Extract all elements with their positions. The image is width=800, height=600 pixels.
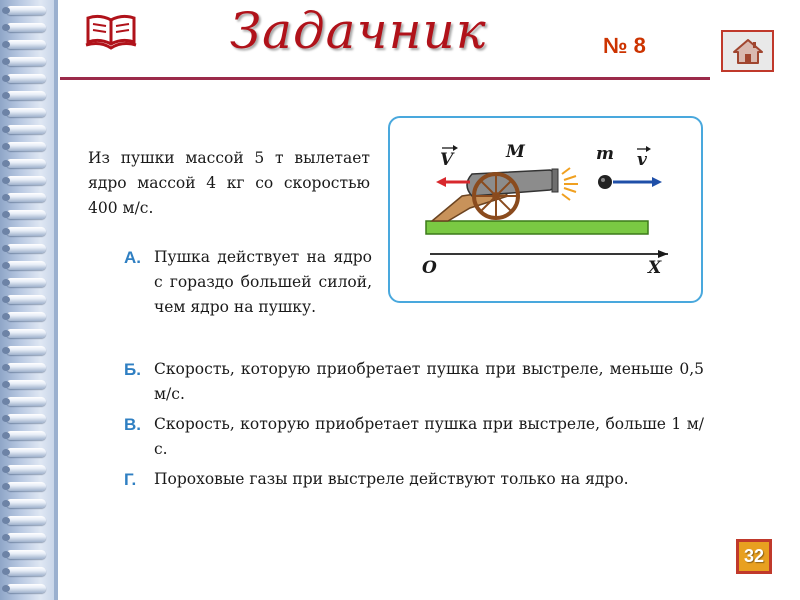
binding-ring (6, 312, 46, 321)
book-icon (84, 12, 138, 52)
binding-ring (6, 584, 46, 593)
binding-ring (6, 295, 46, 304)
cannon-wheel (474, 174, 518, 218)
ball-mass-label: m (596, 144, 614, 164)
option-letter: Г. (124, 470, 137, 489)
binding-ring (6, 23, 46, 32)
binding-ring (6, 431, 46, 440)
ground-platform (426, 221, 648, 234)
binding-ring (6, 499, 46, 508)
home-icon (732, 37, 764, 65)
option-letter: А. (124, 248, 141, 267)
binding-ring (6, 40, 46, 49)
binding-ring (6, 380, 46, 389)
binding-ring (6, 346, 46, 355)
binding-ring (6, 227, 46, 236)
binding-ring (6, 159, 46, 168)
cannon-muzzle (552, 169, 558, 192)
binding-ring (6, 91, 46, 100)
cannon-mass-label: M (506, 142, 525, 162)
option-a[interactable] (124, 245, 372, 320)
option-letter: В. (124, 415, 141, 434)
option-text: Пороховые газы при выстреле действуют только на ядро. (154, 470, 629, 488)
binding-ring (6, 397, 46, 406)
binding-ring (6, 261, 46, 270)
option-b[interactable] (124, 357, 704, 407)
cannon-velocity-label: V (440, 150, 454, 170)
page-number-badge[interactable]: 32 (736, 539, 772, 574)
binding-ring (6, 193, 46, 202)
binding-ring (6, 108, 46, 117)
origin-label: O (422, 258, 437, 278)
binding-ring (6, 244, 46, 253)
binding-ring (6, 482, 46, 491)
ball-velocity-label: v (637, 150, 647, 170)
binding-ring (6, 210, 46, 219)
option-text: Скорость, которую приобретает пушка при выстреле, меньше 0,5 м/с. (154, 360, 704, 403)
binding-ring (6, 363, 46, 372)
header-divider (60, 77, 710, 80)
binding-ring (6, 567, 46, 576)
binding-ring (6, 448, 46, 457)
binding-ring (6, 74, 46, 83)
binding-ring (6, 57, 46, 66)
binding-ring (6, 414, 46, 423)
x-axis-arrowhead (658, 250, 668, 258)
binding-ring (6, 125, 46, 134)
binding-ring (6, 278, 46, 287)
cannonball (598, 175, 612, 189)
binding-ring (6, 516, 46, 525)
muzzle-flash (562, 168, 578, 200)
binding-ring (6, 6, 46, 15)
cannon-figure (388, 116, 703, 303)
spiral-binding (0, 0, 58, 600)
binding-ring (6, 329, 46, 338)
page-title: Задачник (230, 2, 487, 60)
option-v[interactable] (124, 412, 704, 462)
binding-ring (6, 142, 46, 151)
option-text: Скорость, которую приобретает пушка при выстреле, больше 1 м/с. (154, 415, 704, 458)
binding-ring (6, 465, 46, 474)
axis-label: X (648, 258, 662, 278)
task-statement: Из пушки массой 5 т вылетает ядро массой 4 кг со скоростью 400 м/с. (88, 149, 370, 217)
binding-ring (6, 176, 46, 185)
option-text: Пушка действует на ядро с гораздо большей силой, чем ядро на пушку. (154, 248, 372, 316)
binding-ring (6, 533, 46, 542)
option-letter: Б. (124, 360, 141, 379)
option-g[interactable] (124, 467, 704, 492)
task-number: № 8 (603, 33, 646, 58)
binding-edge (54, 0, 58, 600)
home-button[interactable] (721, 30, 774, 72)
binding-ring (6, 550, 46, 559)
